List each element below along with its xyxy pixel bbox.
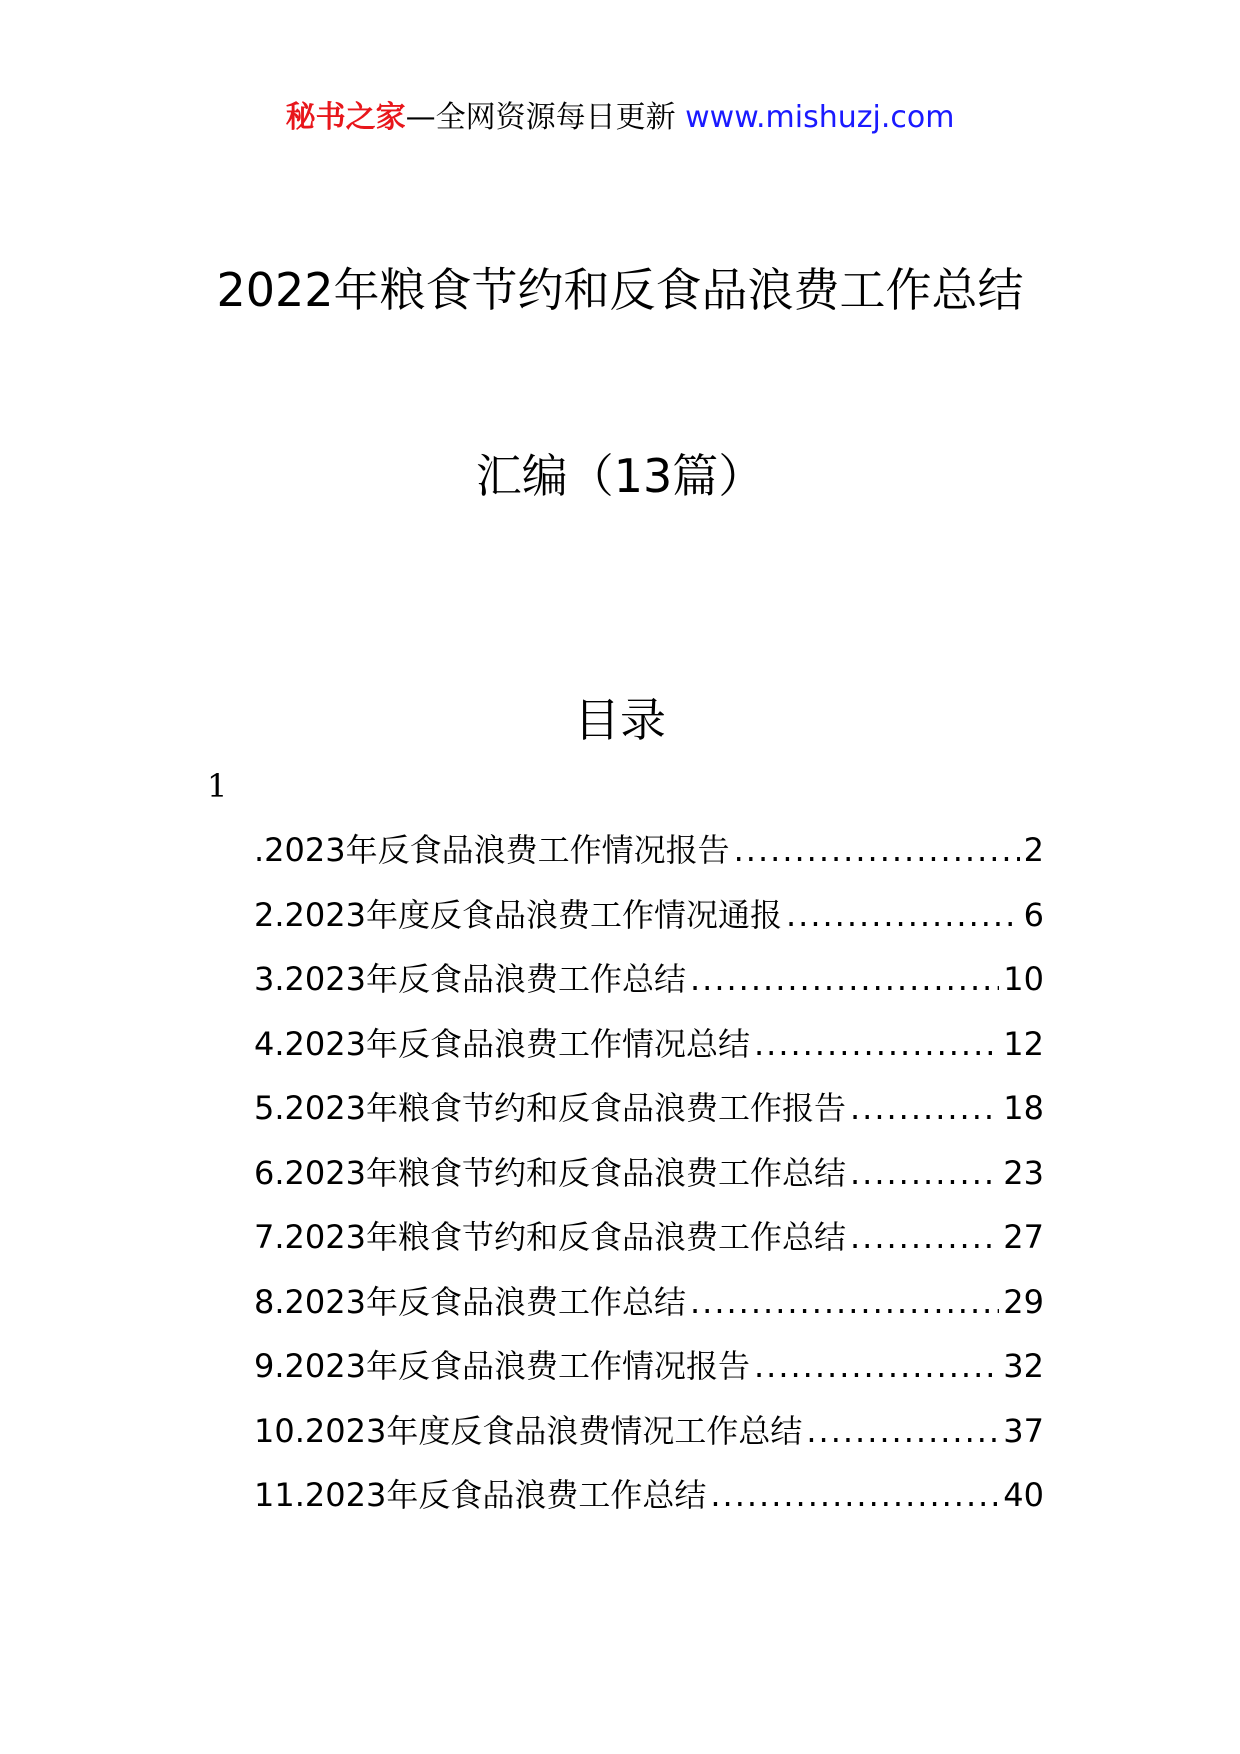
toc-entry-title: .2023年反食品浪费工作情况报告: [254, 831, 730, 869]
toc-stray-number: 1: [207, 767, 228, 805]
site-url-link[interactable]: www.mishuzj.com: [685, 100, 955, 135]
toc-entry-page: 40: [1003, 1476, 1044, 1514]
toc-entry-page: 27: [1003, 1218, 1044, 1256]
toc-entry[interactable]: [254, 893, 1044, 958]
toc-entry-page: 12: [1003, 1024, 1044, 1063]
toc-leader-dots: [850, 1151, 999, 1195]
toc-entry-page: 23: [1003, 1153, 1044, 1192]
toc-entry-title: 11.2023年反食品浪费工作总结: [254, 1476, 707, 1514]
brand-name: 秘书之家: [285, 100, 406, 135]
table-of-contents: [254, 828, 1044, 1538]
toc-leader-dots: [806, 1409, 999, 1453]
toc-entry[interactable]: [254, 1344, 1044, 1409]
toc-entry-title: 5.2023年粮食节约和反食品浪费工作报告: [254, 1089, 846, 1127]
toc-leader-dots: [690, 957, 999, 1001]
toc-leader-dots: [754, 1022, 999, 1066]
toc-entry[interactable]: [254, 1086, 1044, 1151]
toc-entry-title: 7.2023年粮食节约和反食品浪费工作总结: [254, 1218, 846, 1256]
toc-entry[interactable]: [254, 828, 1044, 893]
toc-entry-page: 10: [1003, 960, 1044, 998]
toc-entry-page: 2: [1023, 831, 1044, 869]
toc-entry-title: 2.2023年度反食品浪费工作情况通报: [254, 895, 782, 934]
toc-leader-dots: [734, 828, 1020, 872]
toc-entry-title: 9.2023年反食品浪费工作情况报告: [254, 1347, 750, 1385]
site-header: [0, 98, 1240, 138]
toc-entry[interactable]: [254, 1280, 1044, 1345]
toc-leader-dots: [850, 1215, 999, 1259]
toc-entry-title: 8.2023年反食品浪费工作总结: [254, 1282, 686, 1321]
toc-entry[interactable]: [254, 957, 1044, 1022]
document-title-line-2: 汇编（13篇）: [475, 449, 765, 503]
toc-entry-title: 4.2023年反食品浪费工作情况总结: [254, 1024, 750, 1063]
toc-entry-page: 32: [1003, 1347, 1044, 1385]
toc-entry-page: 37: [1003, 1411, 1044, 1450]
toc-leader-dots: [690, 1280, 999, 1324]
toc-entry[interactable]: [254, 1473, 1044, 1538]
toc-leader-dots: [786, 893, 1020, 937]
toc-entry-page: 6: [1023, 895, 1044, 934]
toc-entry[interactable]: [254, 1409, 1044, 1474]
toc-entry[interactable]: [254, 1215, 1044, 1280]
toc-leader-dots: [754, 1344, 999, 1388]
header-slogan: —全网资源每日更新: [405, 100, 676, 135]
toc-leader-dots: [710, 1473, 999, 1517]
toc-heading: 目录: [574, 693, 666, 747]
document-title-line-1: 2022年粮食节约和反食品浪费工作总结: [216, 263, 1024, 317]
toc-entry-page: 29: [1003, 1282, 1044, 1321]
toc-entry-page: 18: [1003, 1089, 1044, 1127]
toc-leader-dots: [850, 1086, 999, 1130]
toc-entry-title: 10.2023年度反食品浪费情况工作总结: [254, 1411, 803, 1450]
toc-entry[interactable]: [254, 1022, 1044, 1087]
toc-entry[interactable]: [254, 1151, 1044, 1216]
toc-entry-title: 3.2023年反食品浪费工作总结: [254, 960, 686, 998]
toc-entry-title: 6.2023年粮食节约和反食品浪费工作总结: [254, 1153, 846, 1192]
